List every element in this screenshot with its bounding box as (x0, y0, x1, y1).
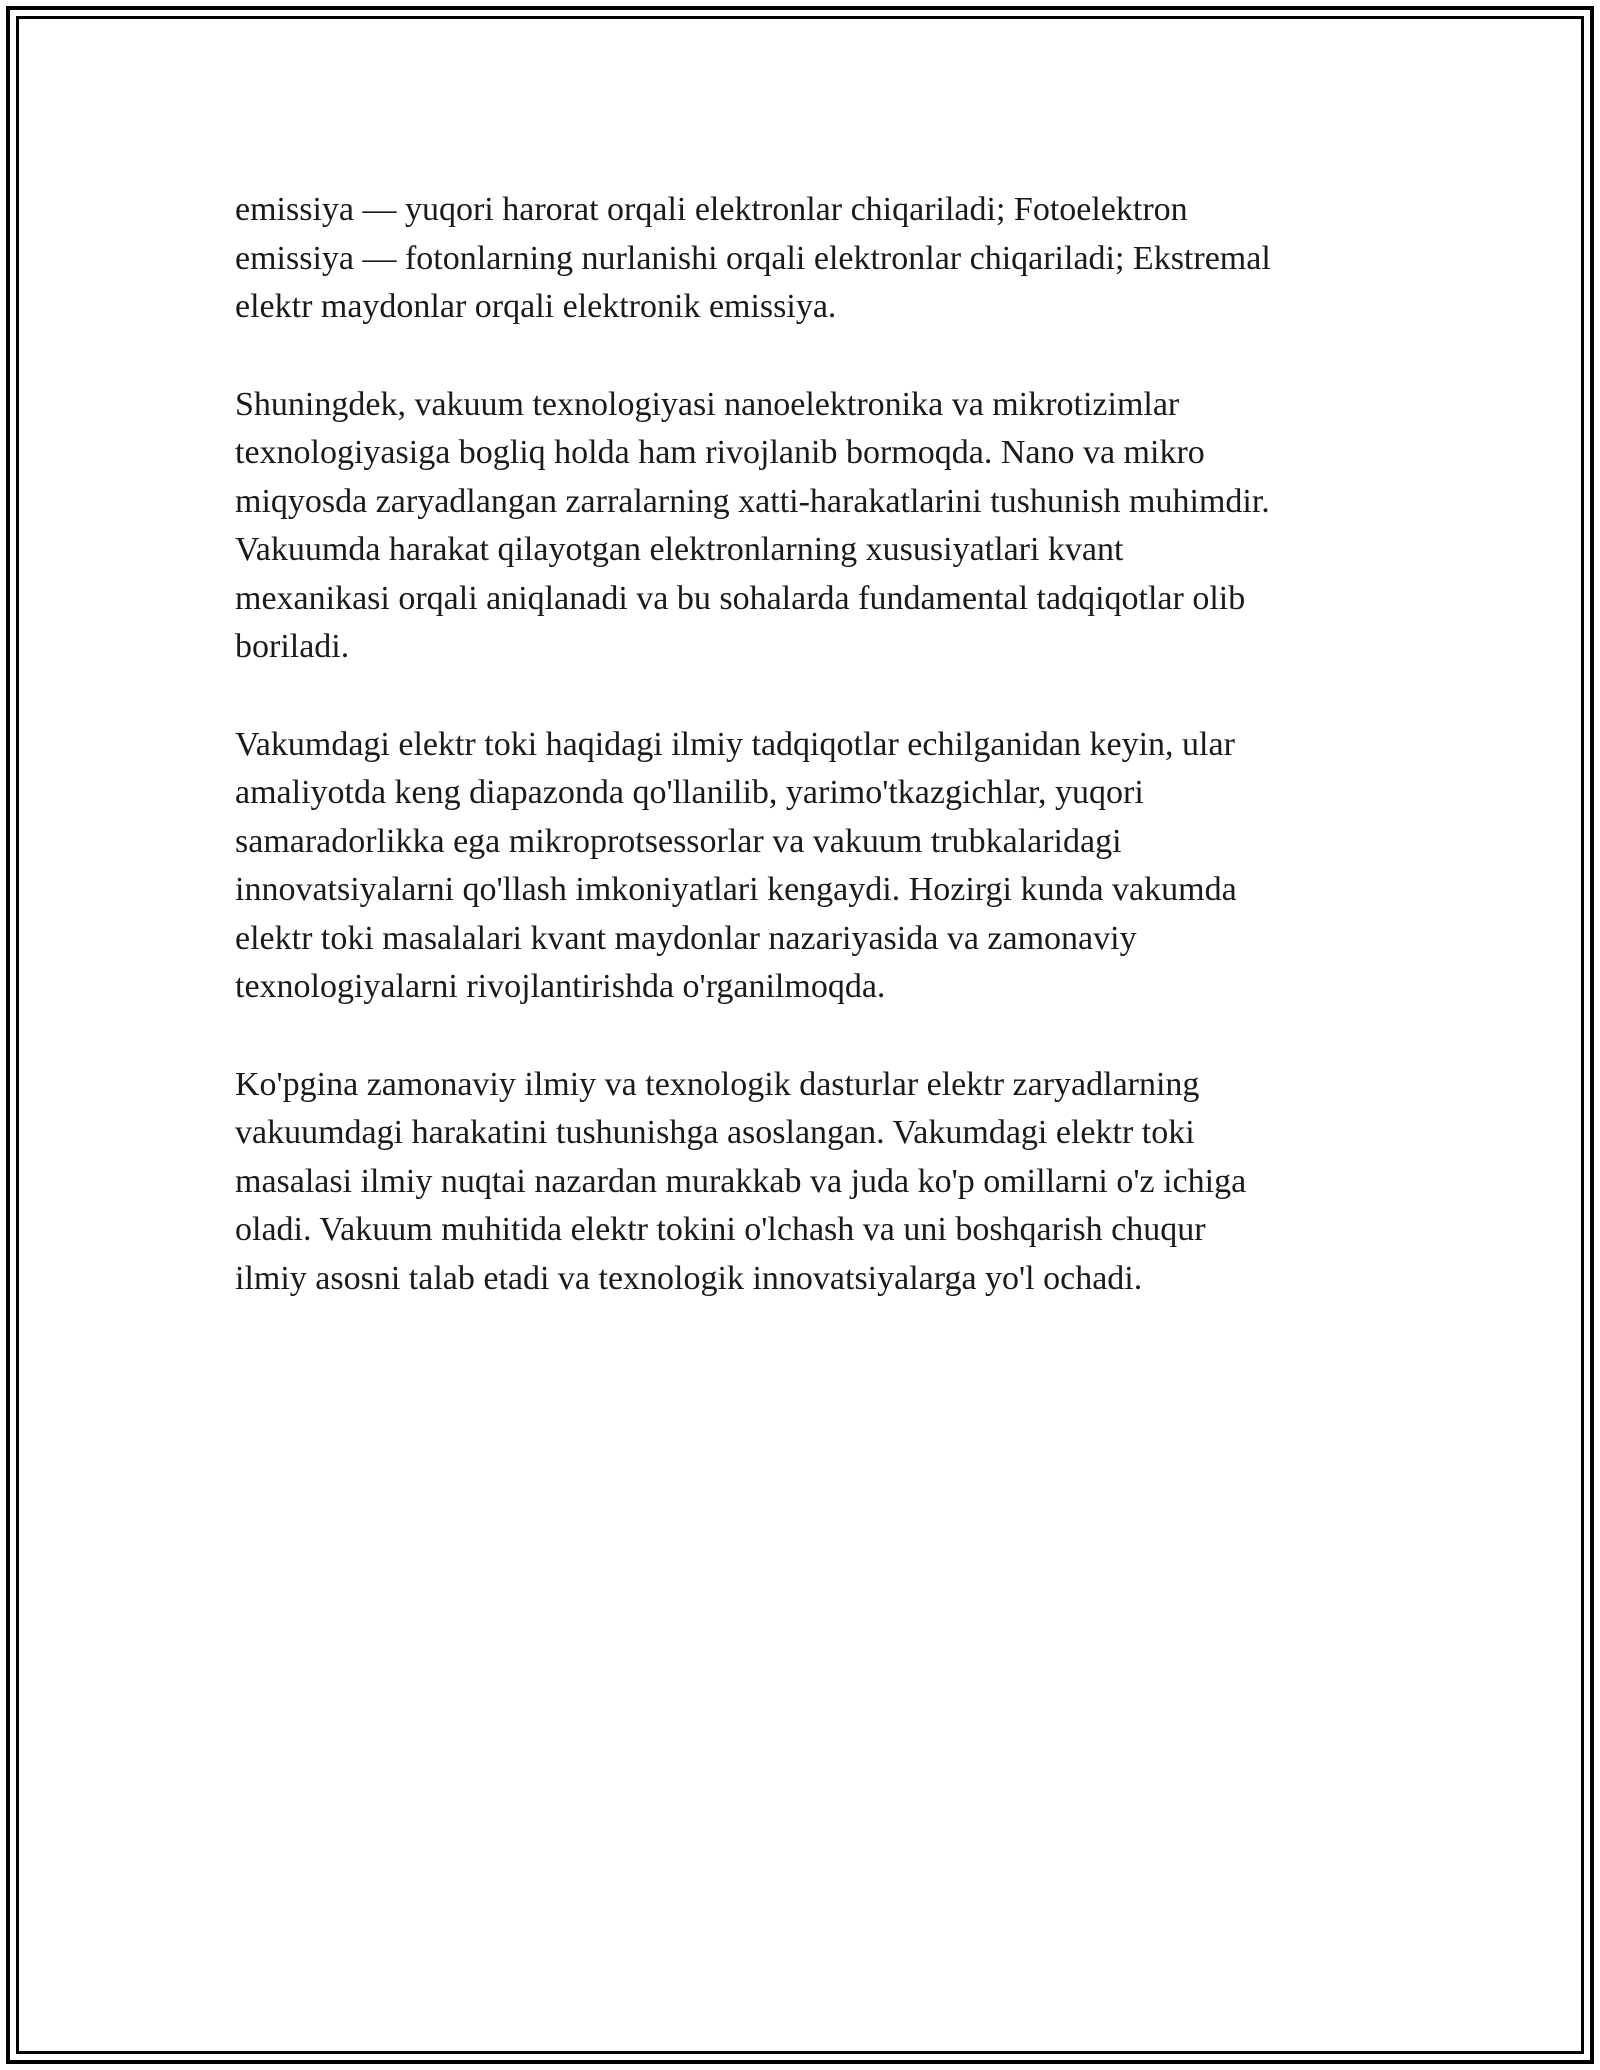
paragraph-nanoelectronics: Shuningdek, vakuum texnologiyasi nanoelektronika va mikrotizimlar texnologiyasiga bogliq holda ham rivojlanib bormoqda. Nano va mikro miqyosda zaryadlangan zarralarning xatti-harakatlarini tushunish muhimdir. Vakuumda harakat qilayotgan elektronlarning xususiyatlari kvant mexanikasi orqali aniqlanadi va bu sohalarda fundamental tadqiqotlar olib boriladi. (235, 385, 1270, 665)
document-body (235, 186, 1365, 1352)
paragraph-emission-types: emissiya — yuqori harorat orqali elektronlar chiqariladi; Fotoelektron emissiya — fotonlarning nurlanishi orqali elektronlar chiqariladi; Ekstremal elektr maydonlar orqali elektronik emissiya. (235, 191, 1271, 325)
paragraph-research-applications: Vakumdagi elektr toki haqidagi ilmiy tadqiqotlar echilganidan keyin, ular amaliyotda keng diapazonda qo'llanilib, yarimo'tkazgichlar, yuqori samaradorlikka ega mikroprotsessorlar va vakuum trubkalaridagi innovatsiyalarni qo'llash imkoniyatlari kengaydi. Hozirgi kunda vakumda elektr toki masalalari kvant maydonlar nazariyasida va zamonaviy texnologiyalarni rivojlantirishda o'rganilmoqda. (235, 725, 1237, 1005)
paragraph-modern-programs: Ko'pgina zamonaviy ilmiy va texnologik dasturlar elektr zaryadlarning vakuumdagi harakatini tushunishga asoslangan. Vakumdagi elektr toki masalasi ilmiy nuqtai nazardan murakkab va juda ko'p omillarni o'z ichiga oladi. Vakuum muhitida elektr tokini o'lchash va uni boshqarish chuqur ilmiy asosni talab etadi va texnologik innovatsiyalarga yo'l ochadi. (235, 1065, 1247, 1297)
